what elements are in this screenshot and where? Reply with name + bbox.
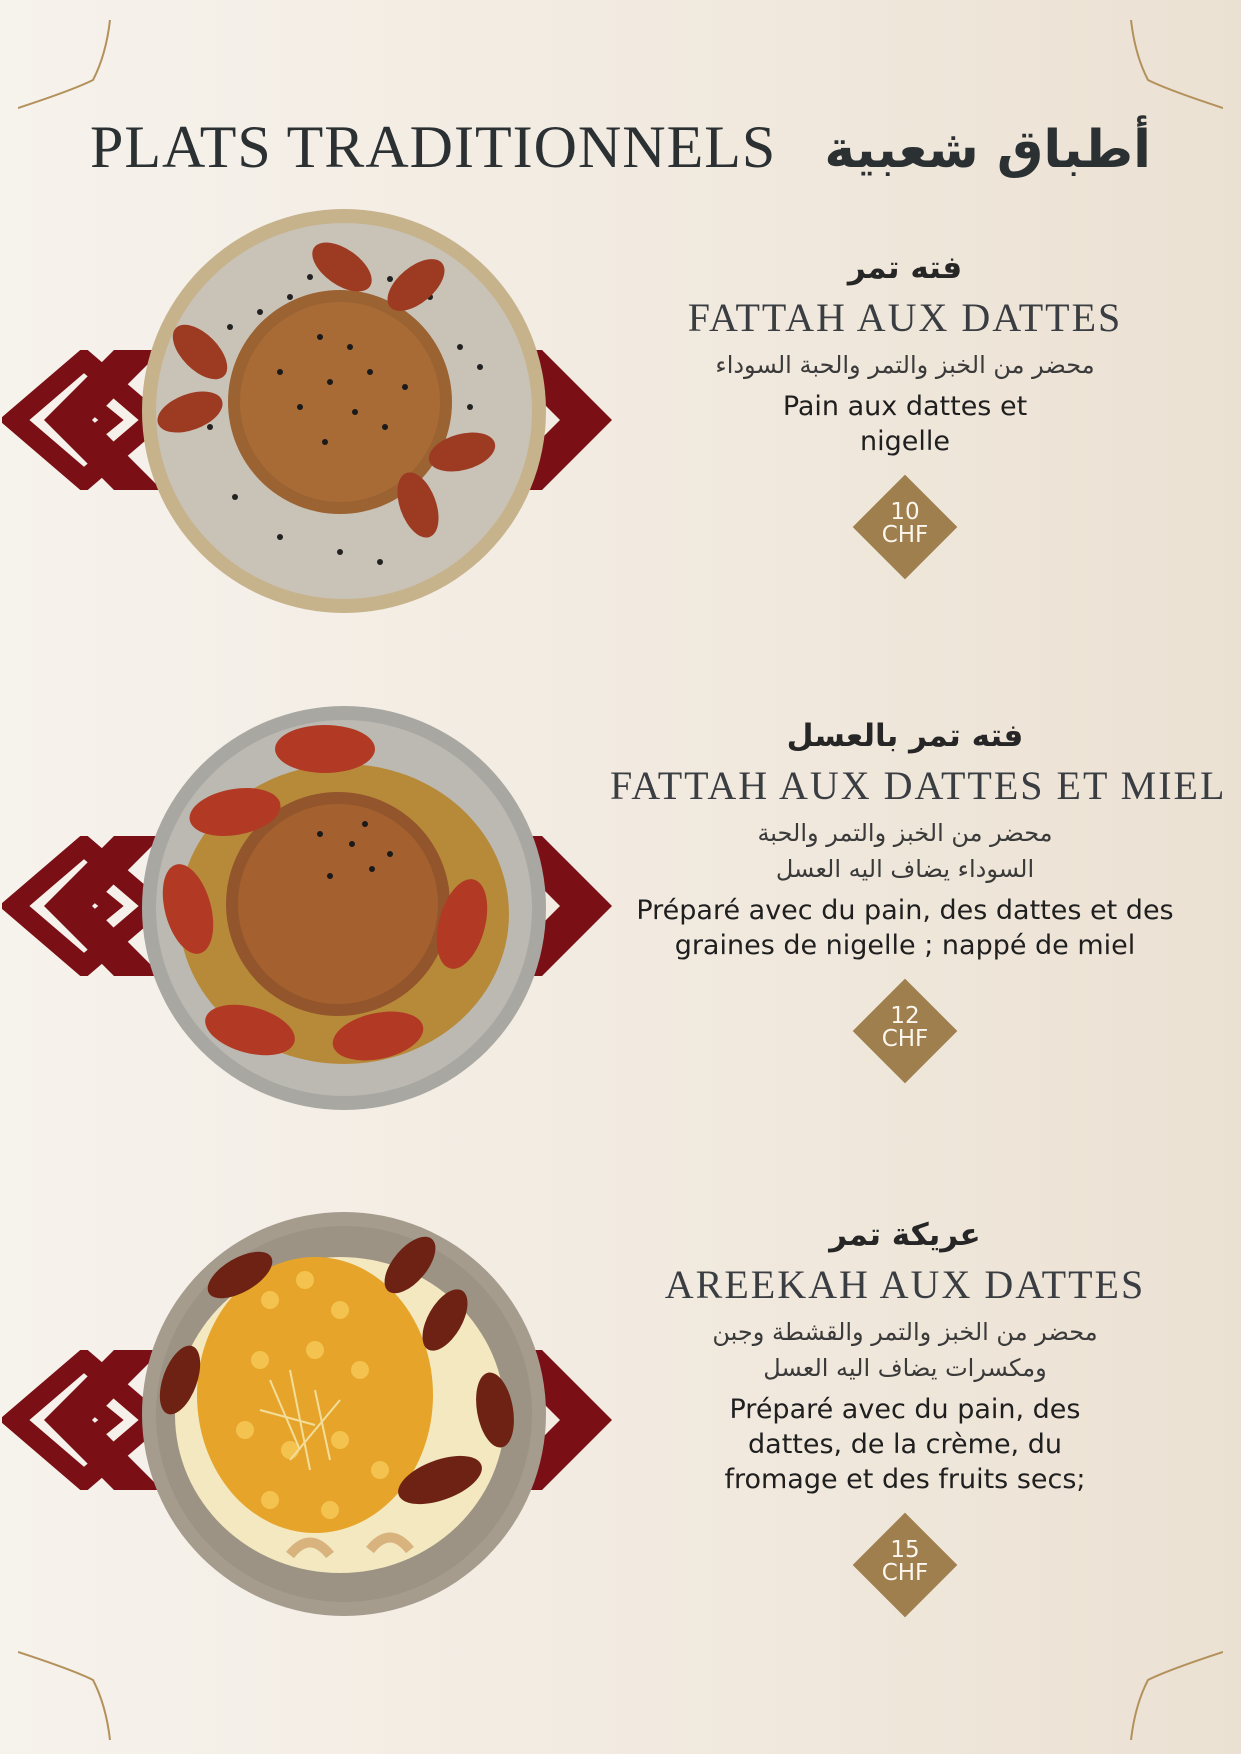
- item-description-ar: محضر من الخبز والتمر والقشطة وجبن ومكسرات يضاف اليه العسل: [712, 1318, 1098, 1382]
- item-name-fr: FATTAH AUX DATTES ET MIEL: [610, 763, 1227, 808]
- price-amount: 10: [890, 499, 920, 525]
- item-description-fr: Pain aux dattes et nigelle: [782, 391, 1028, 457]
- item-name-fr: FATTAH AUX DATTES: [687, 295, 1123, 340]
- price-currency: CHF: [881, 522, 929, 548]
- item-name-ar: فته تمر: [847, 250, 963, 286]
- corner-flourish-bottom-left: [18, 1630, 128, 1740]
- page-title-ar: أطباق شعبية: [824, 120, 1151, 180]
- price-currency: CHF: [881, 1026, 929, 1052]
- price-badge: [853, 1513, 957, 1617]
- dish-photo-areekah-dates: [140, 1210, 548, 1618]
- item-name-ar: عريكة تمر: [829, 1217, 981, 1253]
- corner-flourish-bottom-right: [1113, 1630, 1223, 1740]
- price-amount: 12: [890, 1003, 920, 1029]
- item-description-ar: محضر من الخبز والتمر والحبة السوداء يضاف اليه العسل: [757, 819, 1053, 883]
- item-name-fr: AREEKAH AUX DATTES: [664, 1262, 1146, 1307]
- price-currency: CHF: [881, 1560, 929, 1586]
- menu-item-fattah-dates-honey: [0, 700, 1241, 1140]
- item-description-ar: محضر من الخبز والتمر والحبة السوداء: [715, 351, 1095, 379]
- price-badge: [853, 475, 957, 579]
- page-title: [0, 112, 1241, 182]
- item-name-ar: فته تمر بالعسل: [786, 718, 1024, 754]
- dish-photo-fattah-dates: [140, 207, 548, 615]
- price-amount: 15: [890, 1537, 920, 1563]
- price-badge: [853, 979, 957, 1083]
- item-text: [610, 718, 1227, 1083]
- dish-photo-fattah-dates-honey: [140, 704, 548, 1112]
- item-text: [610, 1217, 1200, 1617]
- item-description-fr: Préparé avec du pain, des dattes, de la crème, du fromage et des fruits secs;: [724, 1394, 1086, 1495]
- page-title-fr: PLATS TRADITIONNELS: [90, 114, 777, 180]
- menu-item-areekah-dates: [0, 1205, 1241, 1645]
- item-text: [610, 250, 1200, 579]
- item-description-fr: Préparé avec du pain, des dattes et des graines de nigelle ; nappé de miel: [636, 895, 1174, 961]
- menu-item-fattah-dates: [0, 200, 1241, 640]
